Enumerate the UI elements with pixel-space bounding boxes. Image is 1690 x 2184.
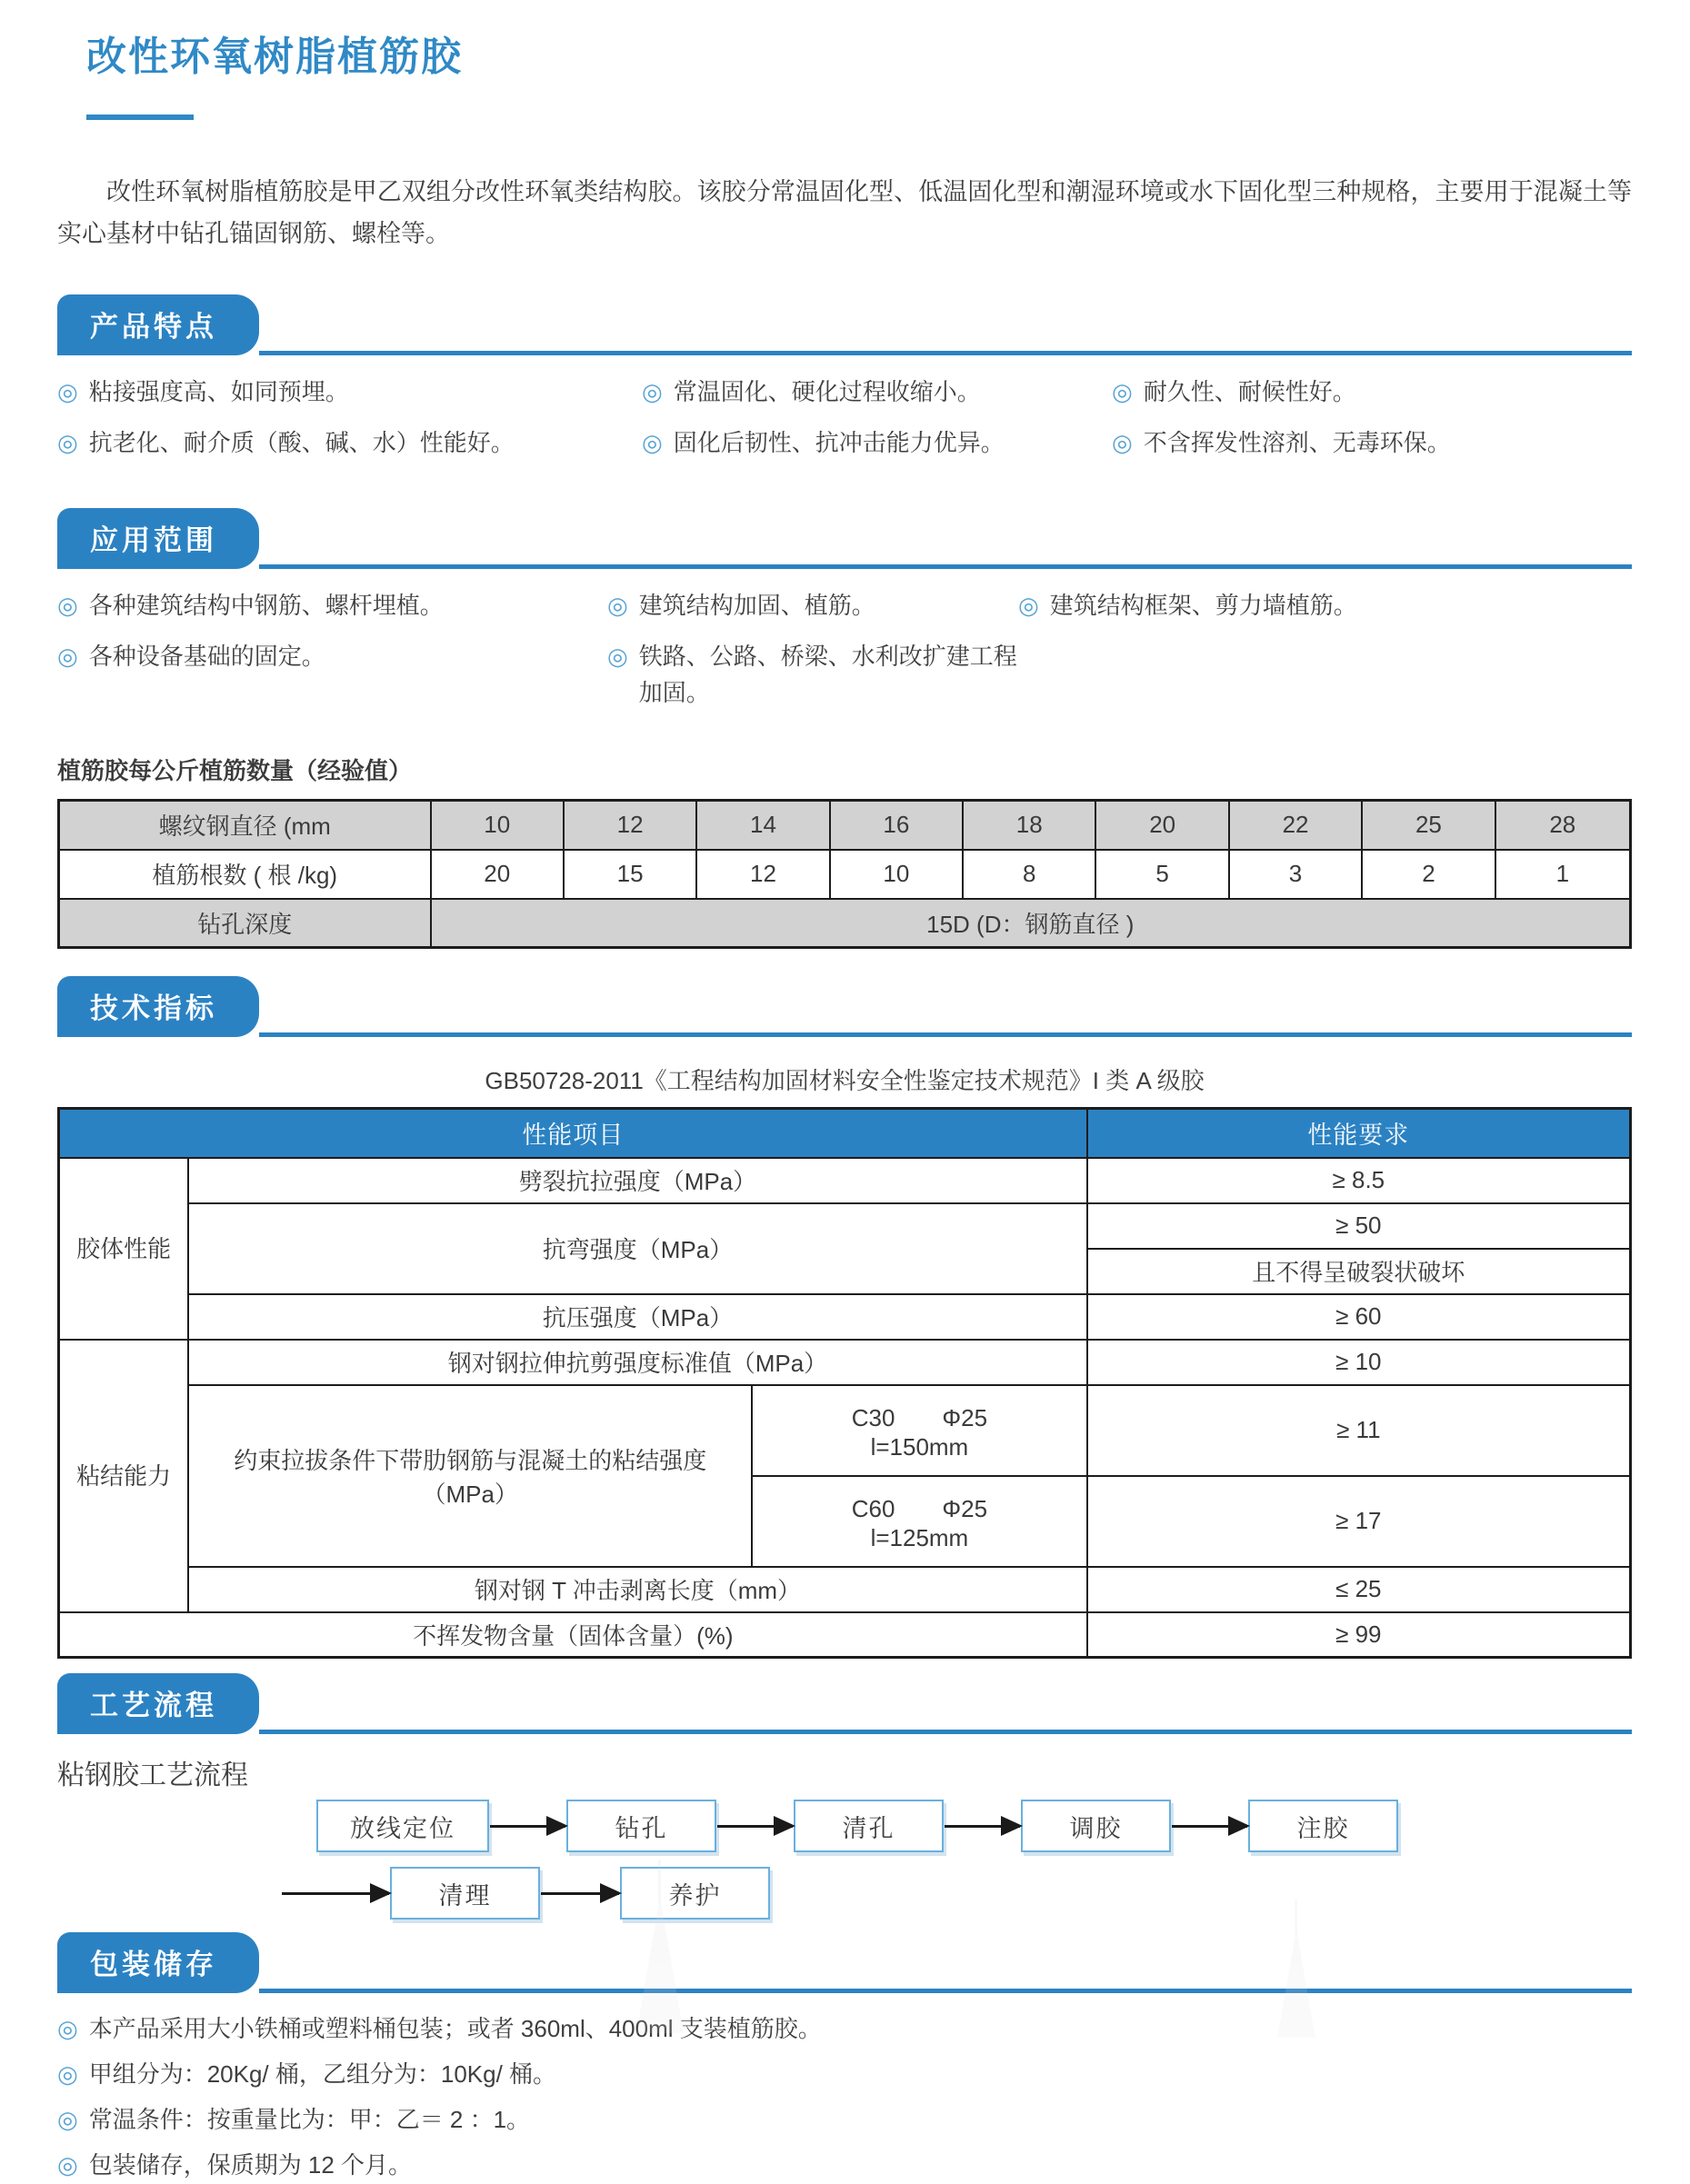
section-rule — [259, 1032, 1632, 1037]
item-nonvolatile: 不挥发物含量（固体含量）(%) — [59, 1612, 1087, 1658]
list-item-text: 建筑结构框架、剪力墙植筋。 — [1049, 592, 1357, 619]
list-item-text: 建筑结构加固、植筋。 — [638, 592, 875, 619]
flow-step-drill: 钻孔 — [566, 1800, 716, 1852]
row-header-count: 植筋根数 ( 根 /kg) — [59, 850, 431, 899]
packaging-list — [57, 2009, 1632, 2184]
table-row — [59, 1612, 1631, 1658]
flow-step-layout: 放线定位 — [316, 1800, 489, 1852]
table-row — [59, 801, 1631, 850]
list-item — [642, 424, 1112, 461]
req-bending-1: ≥ 50 — [1087, 1203, 1631, 1249]
features-list — [57, 374, 1632, 461]
item-bond-strength-line2: （MPa） — [422, 1480, 518, 1508]
table-cell: 25 — [1362, 801, 1495, 850]
arrow-right-icon — [717, 1825, 793, 1828]
table-cell: 10 — [830, 850, 963, 899]
table-row — [59, 1385, 1631, 1476]
section-packaging-header — [57, 1932, 1632, 1993]
table-cell: 12 — [564, 801, 696, 850]
table-cell: 22 — [1229, 801, 1362, 850]
bullet-icon: ◎ — [57, 2151, 78, 2179]
section-rule — [259, 1730, 1632, 1734]
arrow-right-icon — [1172, 1825, 1247, 1828]
table-row — [59, 850, 1631, 899]
section-tech-badge: 技术指标 — [57, 976, 259, 1037]
bullet-icon: ◎ — [57, 2060, 78, 2088]
table-cell: 5 — [1095, 850, 1228, 899]
bullet-icon: ◎ — [607, 643, 628, 670]
section-rule — [259, 351, 1632, 355]
section-applications-header — [57, 508, 1632, 569]
table-row — [59, 1158, 1631, 1203]
process-subtitle: 粘钢胶工艺流程 — [57, 1760, 248, 1790]
list-item — [607, 638, 1018, 711]
col-header-item: 性能项目 — [59, 1109, 1087, 1158]
list-item — [1018, 587, 1632, 623]
bullet-icon: ◎ — [607, 592, 628, 619]
bullet-icon: ◎ — [642, 429, 663, 456]
condition-c30-line2: l=150mm — [870, 1432, 969, 1461]
table-row — [59, 1567, 1631, 1612]
req-nonvolatile: ≥ 99 — [1087, 1612, 1631, 1658]
list-item-text: 铁路、公路、桥梁、水利改扩建工程加固。 — [638, 643, 1017, 706]
title-underline — [86, 115, 194, 120]
req-bond-c30: ≥ 11 — [1087, 1385, 1631, 1476]
bullet-icon: ◎ — [57, 643, 78, 670]
item-bending: 抗弯强度（MPa） — [188, 1203, 1086, 1294]
section-tech-header — [57, 976, 1632, 1037]
section-applications-badge: 应用范围 — [57, 508, 259, 569]
flow-step-inject-glue: 注胶 — [1248, 1800, 1398, 1852]
table-cell: 20 — [1095, 801, 1228, 850]
flow-step-mix-glue: 调胶 — [1021, 1800, 1171, 1852]
bullet-icon: ◎ — [1112, 378, 1133, 405]
list-item — [57, 2146, 1632, 2184]
table-row — [59, 1203, 1631, 1249]
row-header-depth: 钻孔深度 — [59, 899, 431, 948]
list-item-text: 常温条件：按重量比为：甲：乙＝ 2 ：1。 — [88, 2106, 531, 2133]
arrow-right-icon — [282, 1892, 389, 1895]
table-row — [59, 1340, 1631, 1385]
bullet-icon: ◎ — [57, 429, 78, 456]
table-cell-depth-value: 15D (D：钢筋直径 ) — [431, 899, 1631, 948]
list-item — [57, 587, 607, 623]
rebar-table-caption: 植筋胶每公斤植筋数量（经验值） — [57, 757, 413, 784]
table-cell: 1 — [1495, 850, 1631, 899]
list-item-text: 各种设备基础的固定。 — [88, 643, 325, 670]
item-bond-strength — [188, 1385, 752, 1567]
process-flow-row-1 — [316, 1800, 1632, 1852]
list-item — [1112, 374, 1632, 410]
table-cell: 28 — [1495, 801, 1631, 850]
list-item — [57, 2100, 1632, 2139]
page — [0, 24, 1690, 2184]
condition-c60 — [752, 1476, 1086, 1567]
arrow-right-icon — [541, 1892, 619, 1895]
item-peel: 钢对钢 T 冲击剥离长度（mm） — [188, 1567, 1086, 1612]
list-item-text: 粘接强度高、如同预埋。 — [88, 378, 349, 405]
condition-c60-line2: l=125mm — [870, 1523, 969, 1551]
intro-paragraph: 改性环氧树脂植筋胶是甲乙双组分改性环氧类结构胶。该胶分常温固化型、低温固化型和潮湿环境或水下固化型三种规格，主要用于混凝土等实心基材中钻孔锚固钢筋、螺栓等。 — [57, 178, 1632, 247]
table-cell: 3 — [1229, 850, 1362, 899]
group-cell-glue: 胶体性能 — [59, 1158, 189, 1340]
list-item — [642, 374, 1112, 410]
col-header-requirement: 性能要求 — [1087, 1109, 1631, 1158]
rebar-count-table — [57, 799, 1632, 949]
tech-table-caption: GB50728-2011《工程结构加固材料安全性鉴定技术规范》I 类 A 级胶 — [485, 1067, 1205, 1094]
table-cell: 10 — [431, 801, 564, 850]
section-features-badge: 产品特点 — [57, 294, 259, 355]
req-bending-2: 且不得呈破裂状破坏 — [1087, 1249, 1631, 1294]
bullet-icon: ◎ — [57, 378, 78, 405]
page-title: 改性环氧树脂植筋胶 — [86, 35, 463, 79]
list-item — [57, 424, 642, 461]
table-row — [59, 899, 1631, 948]
req-split-tensile: ≥ 8.5 — [1087, 1158, 1631, 1203]
flow-step-cure: 养护 — [620, 1867, 770, 1920]
table-cell: 2 — [1362, 850, 1495, 899]
bullet-icon: ◎ — [642, 378, 663, 405]
item-bond-strength-line1: 约束拉拔条件下带肋钢筋与混凝土的粘结强度 — [234, 1446, 707, 1474]
req-compressive: ≥ 60 — [1087, 1294, 1631, 1340]
list-item-text: 本产品采用大小铁桶或塑料桶包装；或者 360ml、400ml 支装植筋胶。 — [88, 2015, 822, 2042]
item-shear: 钢对钢拉伸抗剪强度标准值（MPa） — [188, 1340, 1086, 1385]
list-item — [607, 587, 1018, 623]
list-item-text: 常温固化、硬化过程收缩小。 — [673, 378, 981, 405]
section-process-header — [57, 1673, 1632, 1734]
list-item-text: 甲组分为：20Kg/ 桶，乙组分为：10Kg/ 桶。 — [88, 2060, 557, 2088]
flow-step-cleanup: 清理 — [390, 1867, 540, 1920]
tech-spec-table — [57, 1107, 1632, 1659]
table-cell: 18 — [963, 801, 1095, 850]
section-rule — [259, 564, 1632, 569]
table-cell: 20 — [431, 850, 564, 899]
table-cell: 12 — [696, 850, 829, 899]
section-process-badge: 工艺流程 — [57, 1673, 259, 1734]
list-item-text: 固化后韧性、抗冲击能力优异。 — [673, 429, 1005, 456]
list-item — [57, 2009, 1632, 2048]
table-cell: 8 — [963, 850, 1095, 899]
list-item — [57, 638, 607, 711]
bullet-icon: ◎ — [1018, 592, 1039, 619]
section-packaging-badge: 包装储存 — [57, 1932, 259, 1993]
bullet-icon: ◎ — [57, 592, 78, 619]
row-header-diameter: 螺纹钢直径 (mm — [59, 801, 431, 850]
table-cell: 14 — [696, 801, 829, 850]
req-peel: ≤ 25 — [1087, 1567, 1631, 1612]
table-cell: 16 — [830, 801, 963, 850]
condition-c60-line1: C60 Φ25 — [851, 1494, 988, 1522]
table-cell: 15 — [564, 850, 696, 899]
list-item-text: 耐久性、耐候性好。 — [1143, 378, 1356, 405]
list-item — [57, 374, 642, 410]
list-item-text: 各种建筑结构中钢筋、螺杆埋植。 — [88, 592, 444, 619]
item-compressive: 抗压强度（MPa） — [188, 1294, 1086, 1340]
item-split-tensile: 劈裂抗拉强度（MPa） — [188, 1158, 1086, 1203]
list-item-text: 包装储存，保质期为 12 个月。 — [88, 2151, 413, 2179]
arrow-right-icon — [945, 1825, 1020, 1828]
flow-step-clean-hole: 清孔 — [794, 1800, 944, 1852]
list-item-text: 不含挥发性溶剂、无毒环保。 — [1143, 429, 1451, 456]
arrow-right-icon — [490, 1825, 565, 1828]
section-features-header — [57, 294, 1632, 355]
list-item — [57, 2055, 1632, 2093]
list-item — [1112, 424, 1632, 461]
bullet-icon: ◎ — [1112, 429, 1133, 456]
bullet-icon: ◎ — [57, 2015, 78, 2042]
req-shear: ≥ 10 — [1087, 1340, 1631, 1385]
table-row — [59, 1294, 1631, 1340]
bullet-icon: ◎ — [57, 2106, 78, 2133]
group-cell-bond: 粘结能力 — [59, 1340, 189, 1612]
section-rule — [259, 1989, 1632, 1993]
req-bond-c60: ≥ 17 — [1087, 1476, 1631, 1567]
table-header-row — [59, 1109, 1631, 1158]
applications-list — [57, 587, 1632, 711]
list-item-text: 抗老化、耐介质（酸、碱、水）性能好。 — [88, 429, 515, 456]
process-flow-row-2 — [282, 1867, 1632, 1920]
condition-c30 — [752, 1385, 1086, 1476]
condition-c30-line1: C30 Φ25 — [851, 1403, 988, 1431]
